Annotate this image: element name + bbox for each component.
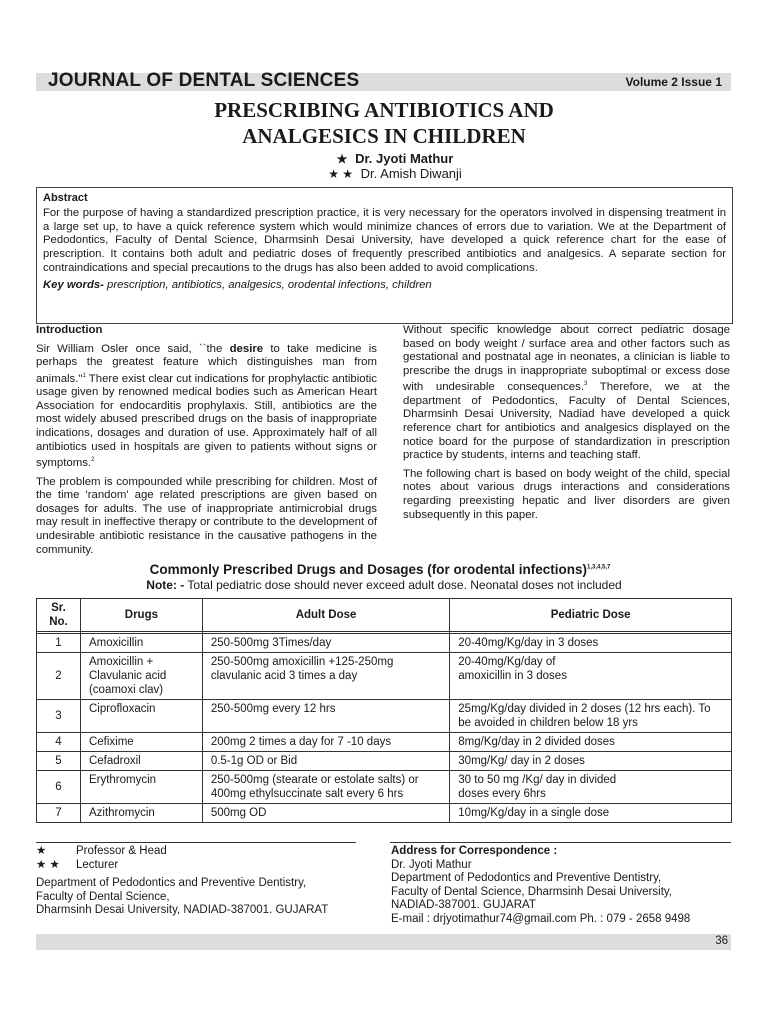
address-line-1: Dr. Jyoti Mathur bbox=[391, 858, 472, 871]
paragraph-4: The following chart is based on body weight of the child, special notes about various drugs interactions and considerations regarding preexisting hepatic and liver disorders are given subsequently in this paper. bbox=[403, 467, 730, 521]
keywords-text: prescription, antibiotics, analgesics, orodental infections, children bbox=[103, 278, 432, 291]
cell-adult-dose: 250-500mg 3Times/day bbox=[202, 634, 449, 653]
title-line-1: PRESCRIBING ANTIBIOTICS AND bbox=[214, 98, 554, 122]
author-1-name: Dr. Jyoti Mathur bbox=[355, 151, 454, 166]
table-header-row bbox=[37, 599, 732, 632]
table-title bbox=[0, 562, 760, 577]
cell-sr: 3 bbox=[37, 700, 81, 733]
paragraph-2: The problem is compounded while prescribing for children. Most of the time 'random' age related prescriptions are given based on dosages for adults. The use of inappropriate antimicrobial drugs may result in ineffective therapy or contribute to the development of undesirable antibiotic resistance in the causative pathogens in the community. bbox=[36, 475, 377, 556]
cell-pediatric-dose: 25mg/Kg/day divided in 2 doses (12 hrs each). To be avoided in children below 18 yrs bbox=[450, 700, 732, 733]
role-2-text: Lecturer bbox=[76, 858, 119, 871]
cell-pediatric-dose: 8mg/Kg/day in 2 divided doses bbox=[450, 733, 732, 752]
note-label: Note: - bbox=[146, 578, 185, 592]
cell-sr: 1 bbox=[37, 634, 81, 653]
article-title bbox=[0, 97, 768, 149]
header-pediatric-dose: Pediatric Dose bbox=[450, 599, 732, 632]
cell-drug: Erythromycin bbox=[80, 771, 202, 804]
author-2 bbox=[0, 166, 768, 181]
table-row bbox=[37, 733, 732, 752]
address-line-3: Faculty of Dental Science, Dharmsinh Desai University, bbox=[391, 885, 673, 898]
cell-pediatric-dose: 30mg/Kg/ day in 2 doses bbox=[450, 752, 732, 771]
abstract-heading: Abstract bbox=[43, 192, 88, 204]
page-number: 36 bbox=[715, 935, 728, 947]
paragraph-3 bbox=[403, 324, 730, 463]
cell-adult-dose: 500mg OD bbox=[202, 804, 449, 823]
p3-text-a: Without specific knowledge about correct pediatric dosage based on body weight / surface area and other factors such as gestational and postnatal age in neonates, a clinician is liable to prescribe the drugs in inappropriate suboptimal or excess dose with undesirable consequences. bbox=[403, 324, 730, 394]
department-line-2: Faculty of Dental Science, bbox=[36, 890, 170, 903]
footnote-rule-left bbox=[36, 842, 356, 843]
header-drugs: Drugs bbox=[80, 599, 202, 632]
table-row bbox=[37, 804, 732, 823]
header-sr-no: Sr. No. bbox=[37, 599, 81, 632]
paragraph-1 bbox=[36, 343, 377, 471]
cell-drug: Amoxicillin + Clavulanic acid (coamoxi clav) bbox=[80, 653, 202, 700]
cell-pediatric-dose: 20-40mg/Kg/day of amoxicillin in 3 doses bbox=[450, 653, 732, 700]
intro-heading: Introduction bbox=[36, 324, 103, 336]
department-line-1: Department of Pedodontics and Preventive Dentistry, bbox=[36, 877, 307, 889]
volume-issue: Volume 2 Issue 1 bbox=[625, 75, 722, 89]
cell-adult-dose: 250-500mg every 12 hrs bbox=[202, 700, 449, 733]
cell-sr: 4 bbox=[37, 733, 81, 752]
table-row bbox=[37, 752, 732, 771]
cell-pediatric-dose: 20-40mg/Kg/day in 3 doses bbox=[450, 634, 732, 653]
table-row bbox=[37, 634, 732, 653]
citation-1: 1 bbox=[82, 372, 86, 379]
cell-sr: 5 bbox=[37, 752, 81, 771]
citation-2: 2 bbox=[91, 457, 95, 464]
correspondence-address bbox=[391, 845, 736, 926]
p1-text-a: Sir William Osler once said, ``the bbox=[36, 342, 230, 355]
p3-text-b: Therefore, we at the department of Pedodontics, Faculty of Dental Sciences, Dharmsinh Desai University, Nadiad have developed a quick reference chart for antibiotics and analgesics displayed on the notice board for the purpose of standardization in prescription practice by students, interns and teaching staff. bbox=[403, 381, 731, 462]
cell-drug: Ciprofloxacin bbox=[80, 700, 202, 733]
body-left-column bbox=[36, 324, 377, 562]
cell-pediatric-dose: 10mg/Kg/day in a single dose bbox=[450, 804, 732, 823]
address-heading: Address for Correspondence : bbox=[391, 845, 558, 857]
author-1 bbox=[0, 151, 768, 166]
star-icon: ★ bbox=[336, 152, 348, 166]
note-text: Total pediatric dose should never exceed adult dose. Neonatal doses not included bbox=[184, 578, 622, 592]
citation-3: 3 bbox=[584, 381, 588, 388]
role-1-text: Professor & Head bbox=[76, 845, 167, 857]
body-right-column bbox=[403, 324, 730, 527]
cell-adult-dose: 250-500mg amoxicillin +125-250mg clavulanic acid 3 times a day bbox=[202, 653, 449, 700]
table-note bbox=[0, 578, 768, 592]
footnote-rule-right bbox=[390, 842, 731, 843]
star-icon: ★ ★ bbox=[328, 167, 354, 181]
table-citations: 1,3,4,5,7 bbox=[586, 564, 611, 571]
address-line-2: Department of Pedodontics and Preventive Dentistry, bbox=[391, 872, 662, 884]
cell-sr: 2 bbox=[37, 653, 81, 700]
star-icon: ★ bbox=[36, 845, 47, 857]
cell-drug: Cefixime bbox=[80, 733, 202, 752]
author-2-name: Dr. Amish Diwanji bbox=[360, 166, 462, 181]
abstract-box bbox=[36, 187, 733, 324]
header-adult-dose: Adult Dose bbox=[202, 599, 449, 632]
table-row bbox=[37, 700, 732, 733]
address-line-4: NADIAD-387001. GUJARAT bbox=[391, 899, 536, 911]
footer-bar bbox=[36, 934, 731, 950]
cell-drug: Amoxicillin bbox=[80, 634, 202, 653]
role-2 bbox=[36, 859, 376, 873]
department-line-3: Dharmsinh Desai University, NADIAD-387001. GUJARAT bbox=[36, 904, 329, 916]
cell-drug: Azithromycin bbox=[80, 804, 202, 823]
keywords-label: Key words- bbox=[43, 278, 104, 291]
cell-adult-dose: 200mg 2 times a day for 7 -10 days bbox=[202, 733, 449, 752]
title-line-2: ANALGESICS IN CHILDREN bbox=[242, 124, 526, 148]
table-row bbox=[37, 771, 732, 804]
cell-drug: Cefadroxil bbox=[80, 752, 202, 771]
p1-bold: desire bbox=[229, 342, 264, 355]
abstract-text: For the purpose of having a standardized prescription practice, it is very necessary for the operators involved in dispensing treatment in a large set up, to have a quick reference system which would minimize chances of errors due to variation. We at the Department of Pedodontics, Faculty of Dental Science, Dharmsinh Desai University, have developed a quick reference chart for the ease of prescription. It contains both adult and pediatric doses of frequently prescribed antibiotics and analgesics. A separate section for contraindications and special precautions to the drugs has also been added to avoid complications. bbox=[43, 207, 726, 274]
p1-text-c: There exist clear cut indications for prophylactic antibiotic usage given by renowned medical bodies such as American Heart Association for endocarditis prophylaxis. Still, antibiotics are the most widely abused prescribed drugs on the basis of inappropriate indications, dosages and duration of use. Approximately half of all antibiotics used in hospitals are given to patients without signs or symptoms. bbox=[36, 372, 377, 469]
keywords bbox=[43, 279, 726, 293]
address-line-5: E-mail : drjyotimathur74@gmail.com Ph. : 079 - 2658 9498 bbox=[391, 912, 691, 925]
table-row bbox=[37, 653, 732, 700]
cell-adult-dose: 250-500mg (stearate or estolate salts) or 400mg ethylsuccinate salt every 6 hrs bbox=[202, 771, 449, 804]
cell-adult-dose: 0.5-1g OD or Bid bbox=[202, 752, 449, 771]
p1-text-b: to take medicine is perhaps the greatest feature which distinguishes man from animals." bbox=[36, 342, 377, 385]
cell-pediatric-dose: 30 to 50 mg /Kg/ day in divided doses every 6hrs bbox=[450, 771, 732, 804]
cell-sr: 7 bbox=[37, 804, 81, 823]
role-1 bbox=[36, 845, 376, 859]
table-title-text: Commonly Prescribed Drugs and Dosages (for orodental infections) bbox=[149, 562, 587, 577]
cell-sr: 6 bbox=[37, 771, 81, 804]
star-icon: ★ ★ bbox=[36, 858, 60, 871]
author-affiliations bbox=[36, 845, 376, 918]
journal-name: JOURNAL OF DENTAL SCIENCES bbox=[48, 70, 360, 91]
drug-table bbox=[36, 598, 732, 823]
